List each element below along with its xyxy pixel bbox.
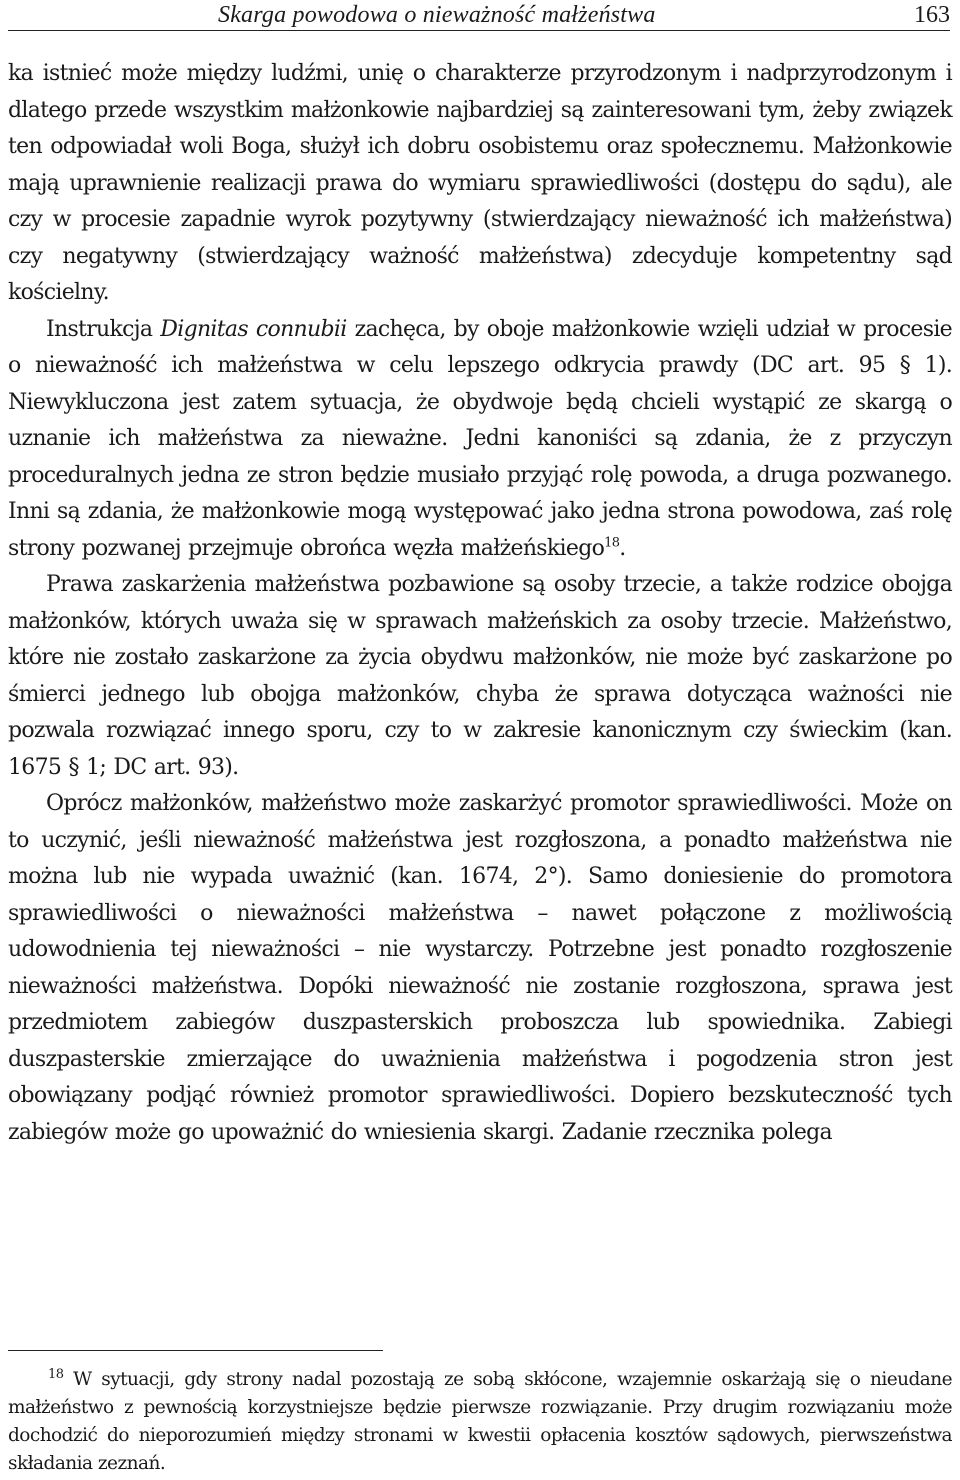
running-header bbox=[8, 0, 950, 31]
paragraph-text: . bbox=[619, 535, 626, 561]
footnote-divider bbox=[8, 1350, 383, 1351]
page-number: 163 bbox=[914, 2, 950, 28]
document-title-italic: Dignitas connubii bbox=[160, 316, 347, 342]
main-text bbox=[8, 56, 952, 1151]
footnote-text: W sytuacji, gdy strony nadal pozostają ze sobą skłócone, wzajemnie oskarżają się o nieudane małżeństwo z pewnością korzystniejsze będzie pierwsze rozwiązanie. Przy drugim rozwiązaniu może dochodzić do nieporozumień między stronami w kwestii opłacenia kosztów sądowych, pierwszeństwa składania zeznań. bbox=[8, 1369, 952, 1474]
paragraph-third-parties: Prawa zaskarżenia małżeństwa pozbawione są osoby trzecie, a także rodzice obojga małżonków, których uważa się w sprawach małżeńskich za osoby trzecie. Małżeństwo, które nie zostało zaskarżone za życia obydwu małżonków, nie może być zaskarżone po śmierci jednego lub obojga małżonków, chyba że sprawa dotycząca ważności nie pozwala rozwiązać innego sporu, czy to w zakresie kanonicznym czy świeckim (kan. 1675 § 1; DC art. 93). bbox=[8, 572, 952, 780]
footnote-number: 18 bbox=[48, 1366, 64, 1382]
footnote bbox=[8, 1366, 952, 1478]
footnote-reference[interactable]: 18 bbox=[604, 535, 620, 551]
paragraph-promotor: Oprócz małżonków, małżeństwo może zaskarżyć promotor sprawiedliwości. Może on to uczynić, jeśli nieważność małżeństwa jest rozgłoszona, a ponadto małżeństwa nie można lub nie wypada uważnić (kan. 1674, 2°). Samo doniesienie do promotora sprawiedliwości o nieważności małżeństwa – nawet połączone z możliwością udowodnienia tej nieważności – nie wystarczy. Potrzebne jest ponadto rozgłoszenie nieważności małżeństwa. Dopóki nieważność nie zostanie rozgłoszona, sprawa jest przedmiotem zabiegów duszpasterskich proboszcza lub spowiednika. Zabiegi duszpasterskie zmierzające do uważnienia małżeństwa i pogodzenia stron jest obowiązany podjąć również promotor sprawiedliwości. Dopiero bezskuteczność tych zabiegów może go upoważnić do wniesienia skargi. Zadanie rzecznika polega bbox=[8, 791, 952, 1145]
paragraph-continued: ka istnieć może między ludźmi, unię o charakterze przyrodzonym i nadprzyrodzonym i dlatego przede wszystkim małżonkowie najbardziej są zainteresowani tym, żeby związek ten odpowiadał woli Boga, służył ich dobru osobistemu oraz społecznemu. Małżonkowie mają uprawnienie realizacji prawa do wymiaru sprawiedliwości (dostępu do sądu), ale czy w procesie zapadnie wyrok pozytywny (stwierdzający nieważność ich małżeństwa) czy negatywny (stwierdzający ważność małżeństwa) zdecyduje kompetentny sąd kościelny. bbox=[8, 61, 952, 305]
paragraph-text: zachęca, by oboje małżonkowie wzięli udział w procesie o nieważność ich małżeństwa w celu lepszego odkrycia prawdy (DC art. 95 § 1). Niewykluczona jest zatem sytuacja, że obydwoje będą chcieli wystąpić ze skargą o uznanie ich małżeństwa za nieważne. Jedni kanoniści są zdania, że z przyczyn proceduralnych jedna ze stron będzie musiało przyjąć rolę powoda, a druga pozwanego. Inni są zdania, że małżonkowie mogą występować jako jedna strona powodowa, zaś rolę strony pozwanej przejmuje obrońca węzła małżeńskiego bbox=[8, 316, 952, 561]
paragraph-text: Instrukcja bbox=[46, 316, 161, 342]
running-title: Skarga powodowa o nieważność małżeństwa bbox=[218, 2, 656, 28]
paragraph-dignitas-connubii bbox=[8, 312, 952, 568]
